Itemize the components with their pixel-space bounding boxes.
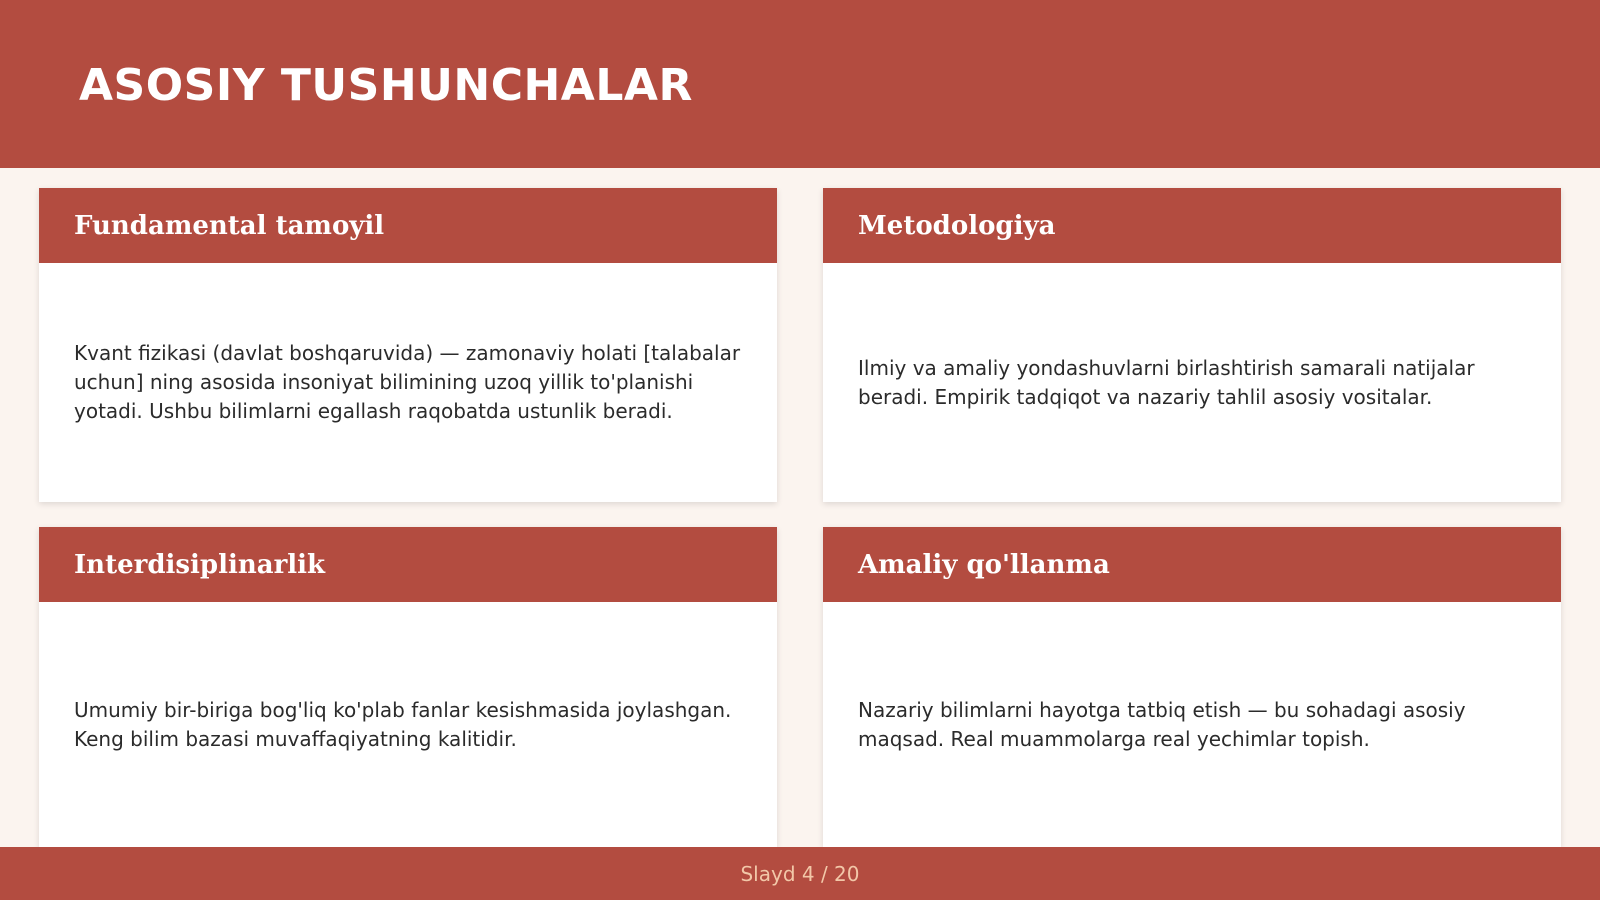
header-bar (0, 0, 1600, 168)
card-text: Ilmiy va amaliy yondashuvlarni birlashtirish samarali natijalar beradi. Empirik tadqiqot va nazariy tahlil asosiy vositalar. (858, 355, 1475, 409)
card-body (39, 602, 777, 847)
card-header (823, 527, 1561, 602)
card-title: Interdisiplinarlik (74, 549, 326, 580)
card-body (823, 602, 1561, 847)
card-title: Metodologiya (858, 210, 1056, 241)
concept-card-fundamental (39, 188, 777, 502)
card-body (823, 263, 1561, 502)
card-header (823, 188, 1561, 263)
card-text: Nazariy bilimlarni hayotga tatbiq etish — bu sohadagi asosiy maqsad. Real muammolarga real yechimlar topish. (858, 697, 1466, 751)
card-title: Amaliy qo'llanma (858, 549, 1110, 580)
card-text: Kvant fizikasi (davlat boshqaruvida) — zamonaviy holati [talabalar uchun] ning asosida insoniyat bilimining uzoq yillik to'planishi yotadi. Ushbu bilimlarni egallash raqobatda ustunlik beradi. (74, 341, 741, 423)
card-header (39, 527, 777, 602)
card-title: Fundamental tamoyil (74, 210, 385, 241)
page-title: ASOSIY TUSHUNCHALAR (79, 60, 693, 111)
concept-card-practical (823, 527, 1561, 847)
card-header (39, 188, 777, 263)
card-text: Umumiy bir-biriga bog'liq ko'plab fanlar kesishmasida joylashgan. Keng bilim bazasi muvaffaqiyatning kalitidir. (74, 697, 732, 751)
footer-bar (0, 847, 1600, 900)
concept-card-interdisciplinary (39, 527, 777, 847)
concept-card-methodology (823, 188, 1561, 502)
slide-counter: Slayd 4 / 20 (740, 861, 860, 886)
card-body (39, 263, 777, 502)
